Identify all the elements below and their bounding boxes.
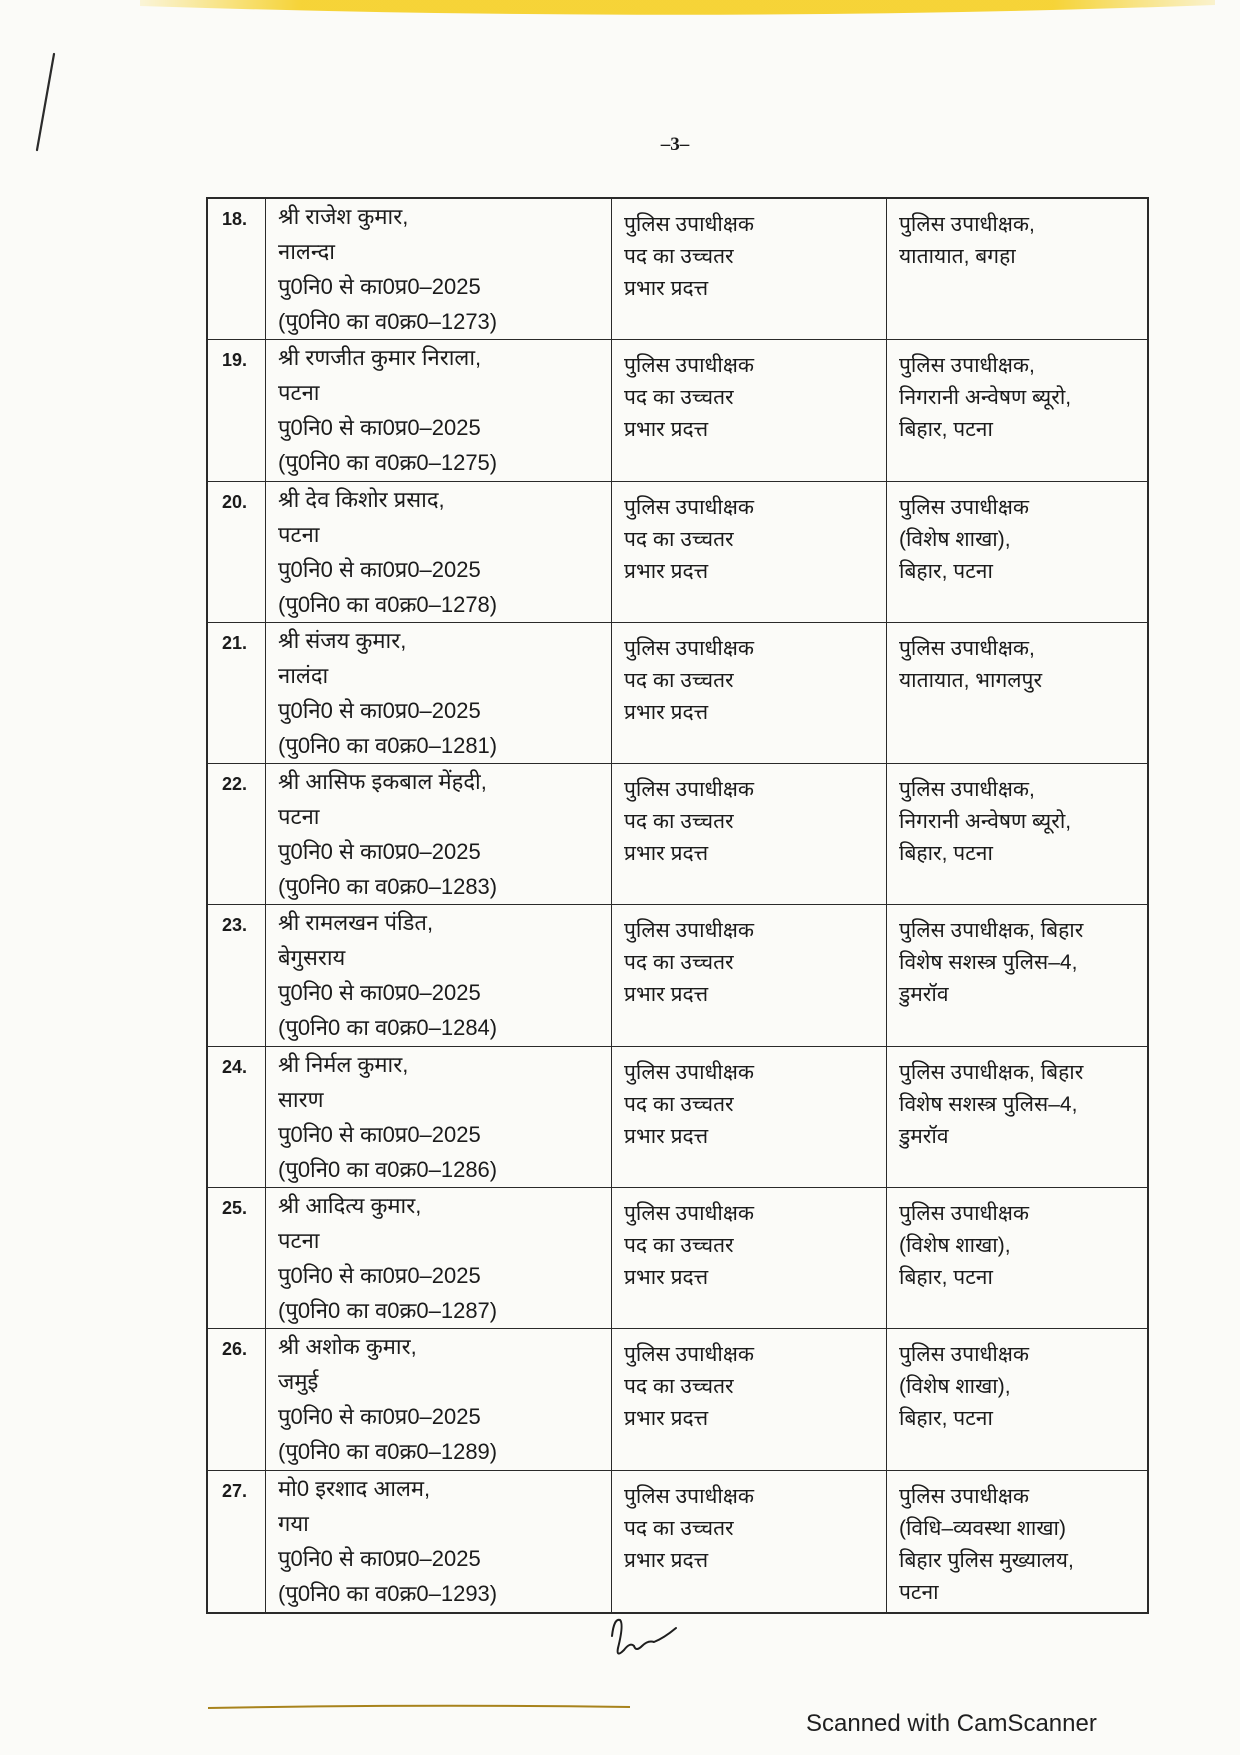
current-post-line: प्रभार प्रदत्त	[624, 418, 709, 442]
new-posting-line: (विशेष शाखा),	[899, 1375, 1011, 1399]
current-post-line: पद का उच्चतर	[624, 1092, 734, 1116]
new-posting-cell	[887, 482, 1147, 622]
gradation-serial-ref: (पु0नि0 का व0क्र0–1278)	[278, 591, 498, 617]
current-post-line: पुलिस उपाधीक्षक	[624, 778, 755, 802]
current-post-line: पुलिस उपाधीक्षक	[624, 213, 755, 236]
serial-number: 20.	[222, 491, 248, 512]
current-post-line: पद का उच्चतर	[624, 1516, 734, 1540]
new-posting-line: (विशेष शाखा),	[899, 1234, 1011, 1258]
new-posting-line: बिहार, पटना	[899, 1266, 993, 1290]
officer-district: गया	[278, 1510, 309, 1536]
current-post-line: पुलिस उपाधीक्षक	[624, 1484, 755, 1508]
new-posting-line: बिहार, पटना	[899, 1407, 993, 1431]
officer-details-cell	[266, 623, 612, 763]
gradation-serial-ref: (पु0नि0 का व0क्र0–1289)	[278, 1439, 498, 1465]
officer-name: श्री देव किशोर प्रसाद,	[278, 486, 445, 512]
serial-number: 27.	[222, 1480, 248, 1501]
new-posting-line: पुलिस उपाधीक्षक,	[899, 213, 1035, 236]
scan-yellow-edge	[140, 0, 1215, 15]
officer-district: बेगुसराय	[278, 945, 346, 971]
new-posting-line: निगरानी अन्वेषण ब्यूरो,	[899, 810, 1072, 834]
officer-details-cell	[266, 340, 612, 480]
serial-number-cell	[208, 482, 266, 622]
current-post-cell	[612, 199, 887, 339]
current-post-cell	[612, 1329, 887, 1469]
serial-number: 22.	[222, 774, 248, 795]
promotion-order-ref: पु0नि0 से का0प्र0–2025	[278, 1545, 481, 1571]
current-post-line: प्रभार प्रदत्त	[624, 1407, 709, 1431]
new-posting-line: निगरानी अन्वेषण ब्यूरो,	[899, 386, 1072, 410]
serial-number: 25.	[222, 1198, 248, 1219]
officer-district: नालन्दा	[278, 239, 336, 264]
current-post-line: प्रभार प्रदत्त	[624, 559, 709, 583]
new-posting-line: पुलिस उपाधीक्षक	[899, 1202, 1030, 1226]
gradation-serial-ref: (पु0नि0 का व0क्र0–1275)	[278, 450, 498, 476]
table-row	[208, 623, 1147, 764]
officer-details-cell	[266, 1047, 612, 1187]
new-posting-line: पुलिस उपाधीक्षक,	[899, 636, 1035, 660]
current-post-cell	[612, 623, 887, 763]
serial-number-cell	[208, 764, 266, 904]
current-post-line: पद का उच्चतर	[624, 668, 734, 692]
table-row	[208, 1329, 1147, 1470]
promotion-order-ref: पु0नि0 से का0प्र0–2025	[278, 839, 481, 865]
officer-district: नालंदा	[278, 662, 329, 688]
officer-name: श्री रामलखन पंडित,	[278, 910, 434, 936]
new-posting-line: बिहार पुलिस मुख्यालय,	[899, 1548, 1074, 1572]
new-posting-line: पटना	[899, 1580, 939, 1604]
new-posting-cell	[887, 1329, 1147, 1469]
gradation-serial-ref: (पु0नि0 का व0क्र0–1284)	[278, 1015, 498, 1041]
new-posting-line: पुलिस उपाधीक्षक,	[899, 354, 1035, 378]
current-post-line: पद का उच्चतर	[624, 951, 734, 975]
current-post-line: प्रभार प्रदत्त	[624, 1266, 709, 1290]
table-row	[208, 764, 1147, 905]
serial-number-cell	[208, 199, 266, 339]
new-posting-line: पुलिस उपाधीक्षक	[899, 1343, 1030, 1367]
promotion-order-ref: पु0नि0 से का0प्र0–2025	[278, 980, 481, 1006]
officer-details-cell	[266, 905, 612, 1045]
current-post-line: पद का उच्चतर	[624, 386, 734, 410]
officer-name: श्री अशोक कुमार,	[278, 1334, 417, 1360]
new-posting-cell	[887, 623, 1147, 763]
current-post-cell	[612, 340, 887, 480]
scan-bottom-line	[208, 1706, 630, 1708]
officer-name: श्री आदित्य कुमार,	[278, 1193, 422, 1219]
officer-district: जमुई	[278, 1369, 319, 1395]
posting-table	[206, 197, 1149, 1614]
new-posting-line: पुलिस उपाधीक्षक	[899, 495, 1030, 519]
serial-number-cell	[208, 1329, 266, 1469]
new-posting-line: यातायात, भागलपुर	[899, 668, 1043, 692]
promotion-order-ref: पु0नि0 से का0प्र0–2025	[278, 1121, 481, 1147]
officer-details-cell	[266, 1188, 612, 1328]
current-post-line: पद का उच्चतर	[624, 1234, 734, 1258]
new-posting-line: (विधि–व्यवस्था शाखा)	[899, 1516, 1066, 1540]
serial-number-cell	[208, 623, 266, 763]
promotion-order-ref: पु0नि0 से का0प्र0–2025	[278, 556, 481, 582]
pen-stroke-mark	[37, 54, 54, 150]
officer-district: पटना	[278, 521, 320, 547]
serial-number: 24.	[222, 1056, 248, 1077]
current-post-line: पुलिस उपाधीक्षक	[624, 354, 755, 378]
new-posting-line: डुमरॉव	[899, 983, 949, 1007]
new-posting-line: बिहार, पटना	[899, 418, 993, 442]
new-posting-cell	[887, 764, 1147, 904]
current-post-line: पुलिस उपाधीक्षक	[624, 919, 755, 943]
promotion-order-ref: पु0नि0 से का0प्र0–2025	[278, 415, 481, 441]
serial-number: 21.	[222, 632, 248, 653]
current-post-cell	[612, 1188, 887, 1328]
officer-name: मो0 इरशाद आलम,	[278, 1475, 431, 1501]
officer-details-cell	[266, 1471, 612, 1612]
gradation-serial-ref: (पु0नि0 का व0क्र0–1273)	[278, 309, 498, 334]
serial-number: 18.	[222, 209, 248, 229]
new-posting-line: यातायात, बगहा	[899, 245, 1016, 268]
new-posting-cell	[887, 199, 1147, 339]
new-posting-cell	[887, 340, 1147, 480]
serial-number-cell	[208, 905, 266, 1045]
gradation-serial-ref: (पु0नि0 का व0क्र0–1281)	[278, 732, 498, 758]
current-post-cell	[612, 1047, 887, 1187]
promotion-order-ref: पु0नि0 से का0प्र0–2025	[278, 1404, 481, 1430]
current-post-line: पुलिस उपाधीक्षक	[624, 1343, 755, 1367]
serial-number: 19.	[222, 350, 248, 371]
new-posting-line: पुलिस उपाधीक्षक, बिहार	[899, 919, 1084, 943]
page-number: –3–	[660, 134, 690, 155]
promotion-order-ref: पु0नि0 से का0प्र0–2025	[278, 1263, 481, 1289]
new-posting-cell	[887, 1471, 1147, 1612]
new-posting-line: विशेष सशस्त्र पुलिस–4,	[899, 1092, 1078, 1116]
table-row	[208, 905, 1147, 1046]
serial-number-cell	[208, 1471, 266, 1612]
promotion-order-ref: पु0नि0 से का0प्र0–2025	[278, 274, 481, 299]
current-post-line: पद का उच्चतर	[624, 527, 734, 551]
officer-details-cell	[266, 1329, 612, 1469]
handwritten-initials	[612, 1620, 676, 1654]
new-posting-line: बिहार, पटना	[899, 842, 993, 866]
table-row	[208, 199, 1147, 340]
current-post-line: प्रभार प्रदत्त	[624, 277, 709, 300]
serial-number-cell	[208, 1047, 266, 1187]
officer-name: श्री राजेश कुमार,	[278, 204, 409, 229]
current-post-line: पद का उच्चतर	[624, 245, 734, 268]
table-row	[208, 1047, 1147, 1188]
new-posting-cell	[887, 1047, 1147, 1187]
current-post-line: पद का उच्चतर	[624, 1375, 734, 1399]
officer-district: पटना	[278, 1228, 320, 1254]
officer-name: श्री रणजीत कुमार निराला,	[278, 345, 482, 371]
current-post-line: पुलिस उपाधीक्षक	[624, 1060, 755, 1084]
table-row	[208, 1471, 1147, 1612]
officer-name: श्री आसिफ इकबाल मेंहदी,	[278, 769, 487, 795]
officer-details-cell	[266, 199, 612, 339]
serial-number: 26.	[222, 1339, 248, 1360]
table-row	[208, 340, 1147, 481]
current-post-line: प्रभार प्रदत्त	[624, 700, 709, 724]
current-post-cell	[612, 482, 887, 622]
gradation-serial-ref: (पु0नि0 का व0क्र0–1293)	[278, 1580, 498, 1606]
serial-number-cell	[208, 340, 266, 480]
scanner-watermark: Scanned with CamScanner	[806, 1710, 1097, 1737]
gradation-serial-ref: (पु0नि0 का व0क्र0–1283)	[278, 874, 498, 900]
serial-number: 23.	[222, 915, 248, 936]
new-posting-line: पुलिस उपाधीक्षक, बिहार	[899, 1060, 1084, 1084]
current-post-line: प्रभार प्रदत्त	[624, 842, 709, 866]
current-post-line: पुलिस उपाधीक्षक	[624, 636, 755, 660]
gradation-serial-ref: (पु0नि0 का व0क्र0–1287)	[278, 1298, 498, 1324]
table-row	[208, 1188, 1147, 1329]
current-post-line: पुलिस उपाधीक्षक	[624, 1202, 755, 1226]
new-posting-cell	[887, 905, 1147, 1045]
current-post-line: पुलिस उपाधीक्षक	[624, 495, 755, 519]
officer-details-cell	[266, 764, 612, 904]
officer-name: श्री निर्मल कुमार,	[278, 1051, 409, 1077]
new-posting-line: पुलिस उपाधीक्षक,	[899, 778, 1035, 802]
current-post-cell	[612, 764, 887, 904]
new-posting-line: डुमरॉव	[899, 1124, 949, 1148]
current-post-cell	[612, 1471, 887, 1612]
officer-name: श्री संजय कुमार,	[278, 627, 407, 653]
promotion-order-ref: पु0नि0 से का0प्र0–2025	[278, 697, 481, 723]
officer-district: सारण	[278, 1086, 324, 1112]
new-posting-line: (विशेष शाखा),	[899, 527, 1011, 551]
table-row	[208, 482, 1147, 623]
officer-district: पटना	[278, 804, 320, 830]
new-posting-line: पुलिस उपाधीक्षक	[899, 1484, 1030, 1508]
current-post-line: प्रभार प्रदत्त	[624, 1124, 709, 1148]
new-posting-cell	[887, 1188, 1147, 1328]
current-post-line: प्रभार प्रदत्त	[624, 1548, 709, 1572]
gradation-serial-ref: (पु0नि0 का व0क्र0–1286)	[278, 1156, 498, 1182]
current-post-line: प्रभार प्रदत्त	[624, 983, 709, 1007]
new-posting-line: बिहार, पटना	[899, 559, 993, 583]
serial-number-cell	[208, 1188, 266, 1328]
new-posting-line: विशेष सशस्त्र पुलिस–4,	[899, 951, 1078, 975]
officer-district: पटना	[278, 380, 320, 406]
officer-details-cell	[266, 482, 612, 622]
current-post-cell	[612, 905, 887, 1045]
current-post-line: पद का उच्चतर	[624, 810, 734, 834]
